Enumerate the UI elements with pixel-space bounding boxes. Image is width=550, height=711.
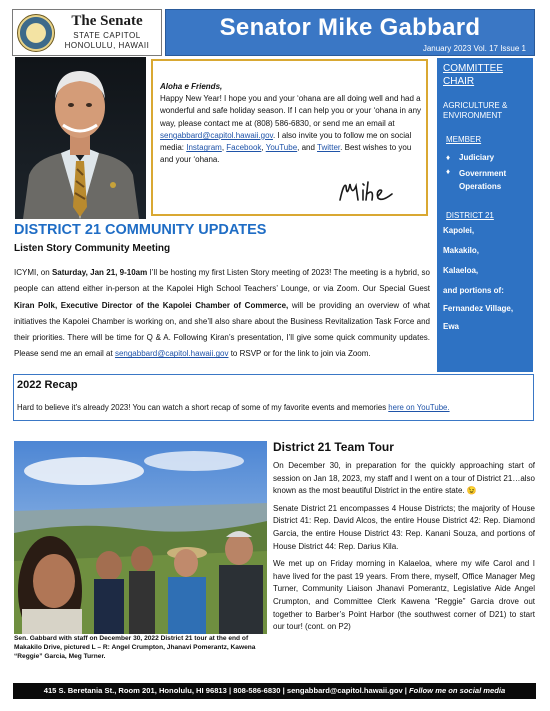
section-title: DISTRICT 21 COMMUNITY UPDATES (14, 222, 267, 238)
youtube-recap-link[interactable]: here on YouTube. (388, 403, 450, 412)
subsection-title: Listen Story Community Meeting (14, 243, 171, 254)
senate-logo (12, 9, 162, 56)
recap-body: Hard to believe it’s already 2023! You can watch a short recap of some of my favorite events and memories (17, 403, 389, 412)
newsletter-banner (165, 9, 535, 56)
district-area: Kalaeloa, (443, 266, 479, 275)
body-text: ICYMI, on (14, 268, 52, 277)
member-item: Judiciary (459, 153, 495, 162)
tour-paragraph: We met up on Friday morning in Kalaeloa, where my wife Carol and I have lived for the past 19 years. From there, myself, Office Manager Meg Turner, Community Liaison Jhanavi Pomerantz, Legislative Aide Angel Crumpton, and Committee Clerk Kawena “Reggie” Garcia drove out together to Barber’s Point Harbor (the southwest corner of D21) to start our tour! (cont. on P2) (273, 559, 535, 632)
letter-text-3: . Best wishes to you and your ‘ohana. (160, 143, 412, 165)
tour-paragraph: Senate District 21 encompasses 4 House Districts; the majority of House District 41: Rep. David Alcos, the entire House District 42: Rep. Diamond Garcia, the entire House District 43: Rep. Kanani Souza, and portions of House District 44: Rep. Darius Kila. (273, 503, 535, 551)
instagram-link[interactable]: Instagram (186, 143, 222, 153)
senator-portrait (15, 57, 146, 219)
district-area: Makakilo, (443, 246, 480, 255)
footer-contact: 415 S. Beretania St., Room 201, Honolulu, HI 96813 | 808-586-6830 | sengabbard@capitol.hawaii.gov | (43, 686, 410, 695)
district-area: Fernandez Village, (443, 304, 514, 313)
member-heading: MEMBER (446, 135, 482, 144)
logo-title: The Senate (71, 13, 143, 29)
logo-line-2: HONOLULU, HAWAII (64, 41, 150, 50)
team-photo (14, 441, 267, 634)
signature (336, 178, 416, 206)
meeting-description (14, 265, 430, 363)
committee-name: AGRICULTURE & ENVIRONMENT (443, 101, 508, 120)
link-separator: , (261, 143, 266, 153)
district-area: and portions of: (443, 286, 504, 295)
tour-article (273, 460, 535, 639)
issue-label: January 2023 Vol. 17 Issue 1 (422, 44, 526, 53)
link-separator: , (221, 143, 227, 153)
letter-text-1: Happy New Year! I hope you and your ‘ohana are all doing well and had a wonderful and safe holiday season. If I can help you or your ‘ohana in any way, please contact me at (808) 586-6830, or send me an email at (160, 94, 422, 128)
youtube-link[interactable]: YouTube (265, 143, 298, 153)
body-text: to RSVP or for the link to join via Zoom. (228, 349, 371, 359)
member-item: Government Operations (459, 169, 507, 191)
committee-heading: COMMITTEE CHAIR (443, 63, 503, 87)
body-text: will be providing an overview of what initiatives the Kapolei Chamber is working on, and she’ll also share about the Business Revitalization Task Force and their priorities. There will be time for Q & A. Following Kiran’s presentation, I’ll give some quick community updates. Please send me an email at (14, 300, 430, 359)
footer-bar (13, 683, 536, 699)
tour-title: District 21 Team Tour (273, 440, 394, 454)
letter-body (160, 93, 423, 167)
email-link[interactable]: sengabbard@capitol.hawaii.gov (160, 130, 273, 140)
link-separator: , and (297, 143, 318, 153)
photo-caption: Sen. Gabbard with staff on December 30, 2022 District 21 tour at the end of Makakilo Drive, pictured L – R: Angel Crumpton, Jhanavi Pomerantz, Kawena “Reggie” Garcia, Meg Turner. (14, 634, 267, 670)
district-heading: DISTRICT 21 (446, 211, 494, 220)
tour-paragraph: On December 30, in preparation for the quickly approaching start of session on Jan 18, 2023, my staff and I went on a tour of District 21…also known as the most beautiful District in the entire state. 😉 (273, 461, 535, 496)
rsvp-email-link[interactable]: sengabbard@capitol.hawaii.gov (114, 349, 229, 359)
meeting-date: Saturday, Jan 21, 9-10am (51, 268, 148, 277)
letter-text-2: . I also invite you to follow me on social media: (160, 130, 412, 153)
body-text: I’ll be hosting my first Listen Story meeting of 2023! The meeting is a hybrid, so people can attend either in-person at the Kapolei High School Teachers’ Lounge, or via Zoom. Our Special Guest (14, 268, 430, 294)
recap-title: 2022 Recap (17, 379, 78, 391)
social-follow-link[interactable]: Follow me on social media (409, 686, 506, 695)
district-area: Ewa (443, 322, 460, 331)
recap-text (17, 403, 450, 412)
newsletter-title: Senator Mike Gabbard (219, 14, 481, 41)
guest-name: Kiran Polk, Executive Director of the Kapolei Chamber of Commerce, (14, 300, 289, 310)
member-bullet: ♦ (446, 167, 451, 176)
state-seal-icon (17, 14, 55, 52)
recap-box (13, 374, 534, 421)
letter-greeting: Aloha e Friends, (160, 82, 223, 91)
welcome-letter (151, 59, 428, 216)
member-bullet: ♦ (446, 153, 451, 162)
committee-sidebar (437, 58, 533, 372)
logo-line-1: STATE CAPITOL (73, 31, 141, 40)
twitter-link[interactable]: Twitter (317, 143, 341, 153)
district-area: Kapolei, (443, 226, 475, 235)
facebook-link[interactable]: Facebook (226, 143, 262, 153)
